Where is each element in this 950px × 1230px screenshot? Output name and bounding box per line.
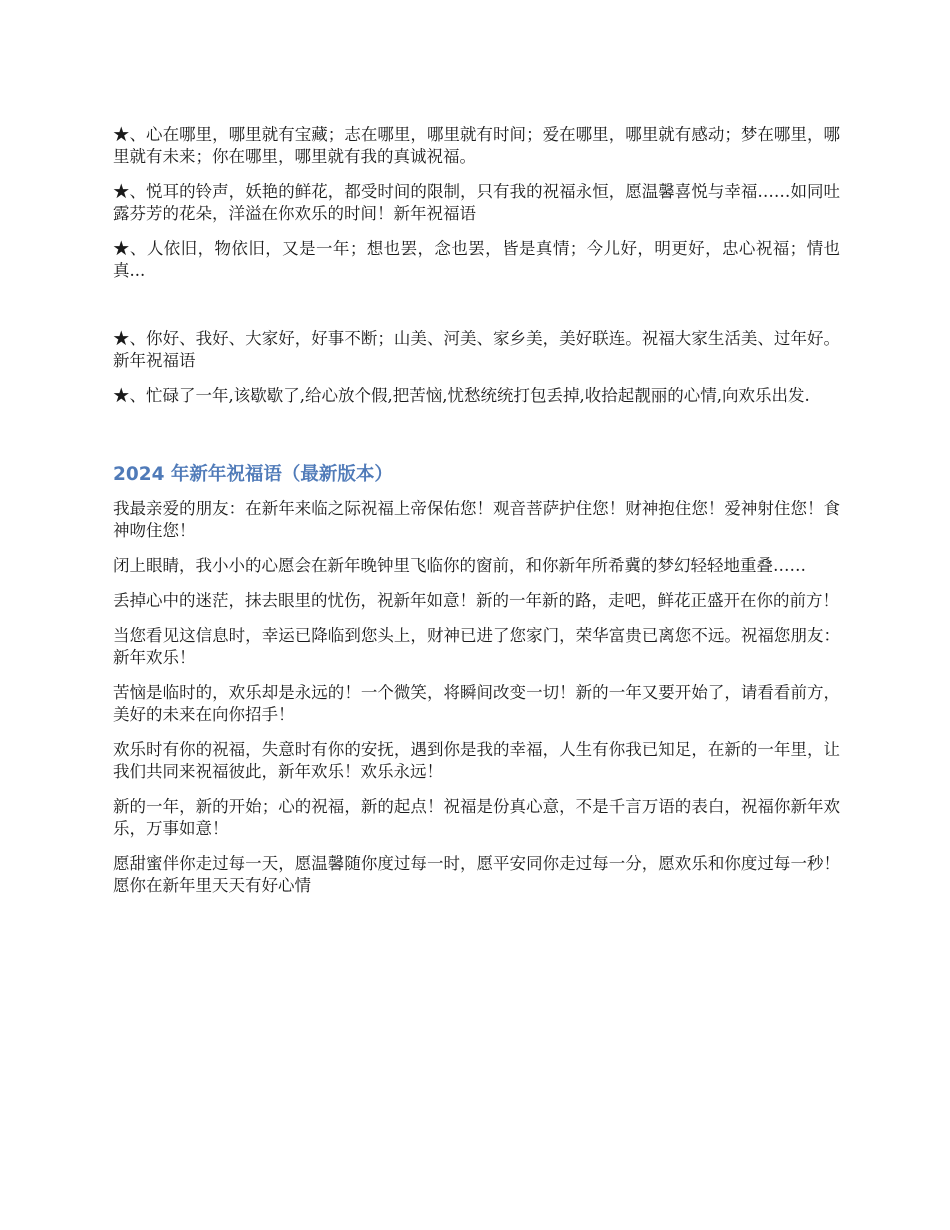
greeting-paragraph: 闭上眼睛，我小小的心愿会在新年晚钟里飞临你的窗前，和你新年所希冀的梦幻轻轻地重叠…… <box>113 556 806 575</box>
greeting-paragraph: ★、人依旧，物依旧，又是一年；想也罢，念也罢，皆是真情；今儿好，明更好，忠心祝福；情也真... <box>113 239 840 280</box>
greeting-paragraph: ★、忙碌了一年,该歇歇了,给心放个假,把苦恼,忧愁统统打包丢掉,收拾起靓丽的心情,向欢乐出发. <box>113 386 810 405</box>
greeting-paragraph: ★、悦耳的铃声，妖艳的鲜花，都受时间的限制，只有我的祝福永恒，愿温馨喜悦与幸福……如同吐露芬芳的花朵，洋溢在你欢乐的时间！新年祝福语 <box>113 182 840 223</box>
greeting-paragraph: 欢乐时有你的祝福，失意时有你的安抚，遇到你是我的幸福，人生有你我已知足，在新的一年里，让我们共同来祝福彼此，新年欢乐！欢乐永远！ <box>113 740 840 781</box>
document-page <box>113 124 840 910</box>
greeting-paragraph: 当您看见这信息时，幸运已降临到您头上，财神已进了您家门，荣华富贵已离您不远。祝福您朋友：新年欢乐！ <box>113 626 840 667</box>
new-year-greetings-section <box>113 463 840 897</box>
greeting-paragraph: 苦恼是临时的，欢乐却是永远的！一个微笑，将瞬间改变一切！新的一年又要开始了，请看看前方，美好的未来在向你招手！ <box>113 683 840 724</box>
greeting-paragraph: 新的一年，新的开始；心的祝福，新的起点！祝福是份真心意，不是千言万语的表白，祝福你新年欢乐，万事如意！ <box>113 797 840 838</box>
greeting-paragraph: 我最亲爱的朋友：在新年来临之际祝福上帝保佑您！观音菩萨护住您！财神抱住您！爱神射住您！食神吻住您！ <box>113 499 840 540</box>
section-heading: 2024 年新年祝福语（最新版本） <box>113 464 393 485</box>
greeting-paragraph: 愿甜蜜伴你走过每一天，愿温馨随你度过每一时，愿平安同你走过每一分，愿欢乐和你度过每一秒！愿你在新年里天天有好心情 <box>113 854 840 895</box>
greeting-paragraph: ★、你好、我好、大家好，好事不断；山美、河美、家乡美，美好联连。祝福大家生活美、过年好。新年祝福语 <box>113 329 840 370</box>
greetings-list <box>113 124 840 407</box>
greeting-paragraph: ★、心在哪里，哪里就有宝藏；志在哪里，哪里就有时间；爱在哪里，哪里就有感动；梦在哪里，哪里就有未来；你在哪里，哪里就有我的真诚祝福。 <box>113 125 840 166</box>
greeting-paragraph: 丢掉心中的迷茫，抹去眼里的忧伤，祝新年如意！新的一年新的路，走吧，鲜花正盛开在你的前方！ <box>113 591 839 610</box>
